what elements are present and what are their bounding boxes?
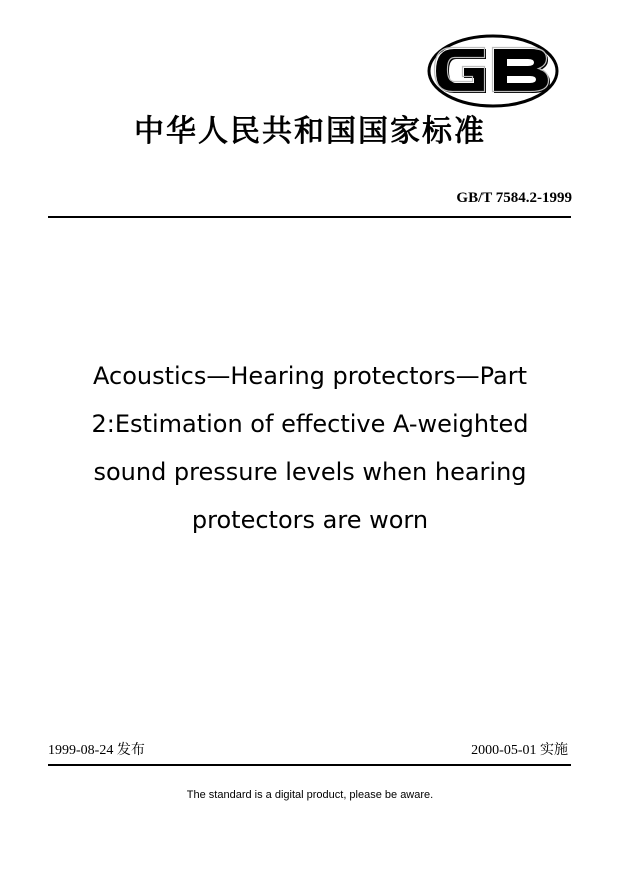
title-line-3: sound pressure levels when hearing [93,458,527,486]
title-line-1: Acoustics—Hearing protectors—Part [93,362,527,390]
issue-date: 1999-08-24 发布 [48,743,145,758]
gb-logo-graphic [426,34,560,108]
gb-logo [426,34,560,108]
digital-product-notice: The standard is a digital product, please be aware. [186,789,434,801]
title-line-4: protectors are worn [191,506,429,534]
document-title [40,352,580,544]
standard-number: GB/T 7584.2-1999 [456,190,572,206]
header-divider [48,216,571,218]
implementation-date: 2000-05-01 实施 [471,743,568,758]
title-line-2: 2:Estimation of effective A-weighted [91,410,529,438]
footer-divider [48,764,571,766]
national-standard-title: 中华人民共和国国家标准 [134,114,486,149]
